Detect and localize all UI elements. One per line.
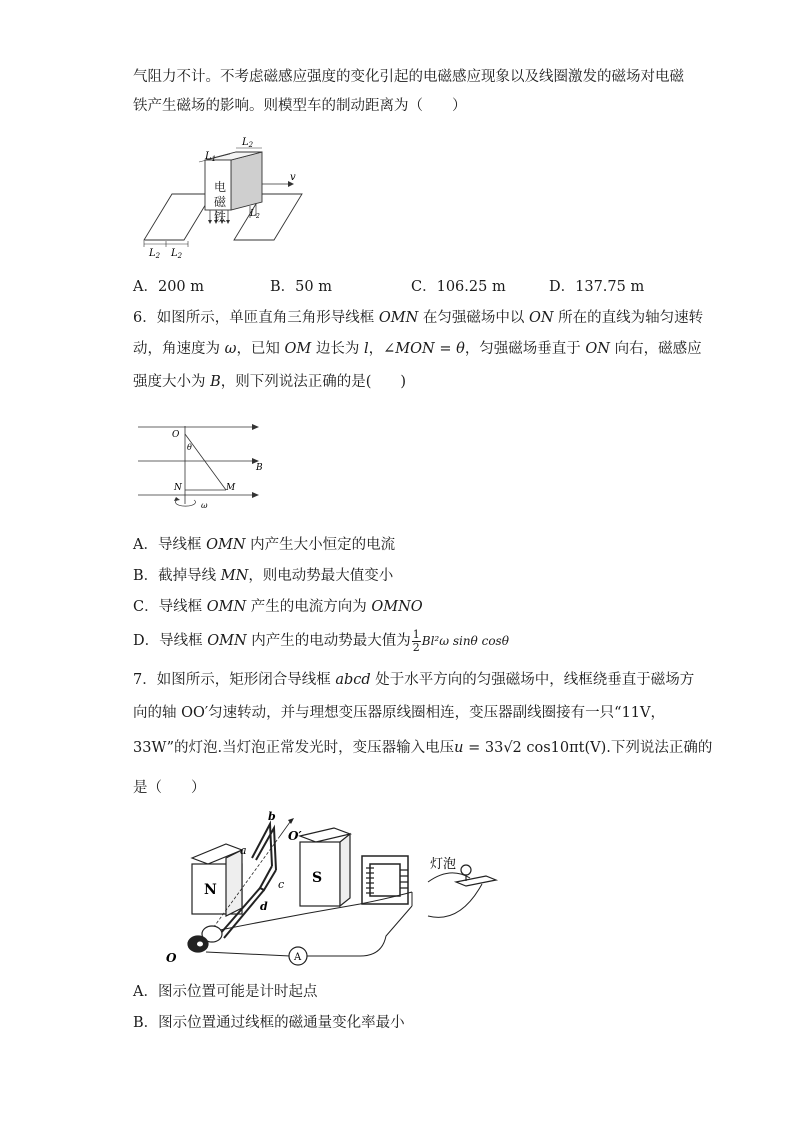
q7-b-label: b: [268, 810, 276, 823]
q6-O-label: O: [172, 430, 180, 440]
q7-generator-figure: [160, 806, 510, 970]
q5-L2-face-label: $L_2$: [250, 209, 260, 220]
q7-lamp-label: 灯泡: [430, 857, 457, 872]
q6-omega-label: ω: [201, 501, 208, 510]
q6-opt-text: C．导线框: [133, 599, 207, 615]
q6-text: ，已知: [236, 341, 285, 357]
q6-var: OMN: [206, 599, 247, 615]
q5-L2-top-label: $L_2$: [242, 137, 254, 149]
q5-electromagnet-label: [207, 180, 233, 225]
q6-opt-text: D．导线框: [133, 633, 208, 649]
q6-var: B: [210, 374, 221, 390]
q5-L2-bottom-label-2: $L_2$: [171, 248, 183, 260]
q6-text: 边长为: [311, 341, 364, 357]
q6-text-line-2: [133, 339, 702, 359]
q7-option-b[interactable]: B．图示位置通过线框的磁通量变化率最小: [133, 1015, 405, 1031]
q7-option-a[interactable]: A．图示位置可能是计时起点: [133, 984, 318, 1000]
q5-L1-label: $L_1$: [205, 151, 217, 163]
q5-v-label: v: [290, 172, 296, 183]
q7-text: 处于水平方向的匀强磁场中，线框绕垂直于磁场方: [370, 672, 695, 688]
q6-var: OM: [284, 341, 312, 357]
q5-option-b[interactable]: B．50 m: [270, 279, 332, 295]
q7-text-line-2: 向的轴 OO′匀速转动，并与理想变压器原线圈相连，变压器副线圈接有一只“11V，: [133, 705, 666, 721]
q5-label-char: 铁: [213, 210, 226, 224]
q5-option-c[interactable]: C．106.25 m: [411, 279, 506, 295]
q5-option-d[interactable]: D．137.75 m: [549, 279, 645, 295]
q6-text: 6．如图所示，单匝直角三角形导线框: [133, 310, 379, 326]
q6-text-line-3: [133, 372, 406, 392]
q6-triangle-figure: [136, 420, 276, 512]
q6-fraction: [412, 629, 421, 654]
q6-var: ON: [585, 341, 610, 357]
q7-text-line-3: [133, 738, 712, 758]
q7-text: 33W”的灯泡.当灯泡正常发光时，变压器输入电压: [133, 740, 455, 756]
q6-text: ，则下列说法正确的是( ): [220, 374, 407, 390]
q6-frac-num: 1: [412, 627, 420, 641]
q6-text: ，匀强磁场垂直于: [464, 341, 586, 357]
q7-N-pole: N: [204, 882, 217, 898]
q7-var: u: [454, 740, 464, 756]
q6-var: l: [364, 341, 369, 357]
q6-text-line-1: [133, 308, 703, 328]
q5-text-line-1: 气阻力不计。不考虑磁感应强度的变化引起的电磁感应现象以及线圈激发的磁场对电磁: [133, 69, 684, 85]
q6-emf-expression: Bl²ω sinθ cosθ: [421, 634, 509, 648]
q7-var: abcd: [335, 672, 371, 688]
q6-opt-text: B．截掉导线: [133, 568, 221, 584]
q6-text: 向右，磁感应: [610, 341, 702, 357]
q6-var: OMN: [378, 310, 419, 326]
q6-opt-text: A．导线框: [133, 537, 207, 553]
q6-text: 动，角速度为: [133, 341, 225, 357]
q6-var: ON: [528, 310, 554, 326]
q6-var: OMN: [207, 633, 247, 649]
q6-opt-text: 内产生的电动势最大值为: [246, 633, 411, 649]
q7-text-line-4: 是（ ）: [133, 780, 206, 796]
q7-text: = 33√2 cos10πt(V).下列说法正确的: [463, 740, 713, 756]
q6-option-a[interactable]: [133, 535, 395, 555]
q6-option-c[interactable]: [133, 597, 423, 617]
q6-option-b[interactable]: [133, 566, 393, 586]
q7-ammeter-label: A: [294, 952, 302, 963]
q6-opt-text: ，则电动势最大值变小: [248, 568, 394, 584]
q7-a-label: a: [240, 844, 247, 857]
q5-label-char: 磁: [213, 195, 226, 209]
q6-angle: ∠MON = θ: [383, 341, 465, 357]
q6-frac-den: 2: [412, 640, 420, 654]
q5-option-a[interactable]: A．200 m: [133, 279, 205, 295]
q7-O-label: O: [166, 951, 177, 965]
q6-M-label: M: [226, 483, 236, 493]
q6-opt-text: 内产生大小恒定的电流: [245, 537, 396, 553]
q6-var: ω: [224, 341, 237, 357]
q7-O-prime-label: O′: [288, 829, 302, 843]
q5-L2-bottom-label-1: $L_2$: [149, 248, 161, 260]
q6-text: ，: [368, 341, 384, 357]
q6-theta-label: θ: [187, 443, 192, 452]
q7-c-label: c: [278, 878, 285, 891]
q6-var: MN: [220, 568, 249, 584]
q6-B-label: B: [256, 463, 263, 473]
q5-text-line-2: 铁产生磁场的影响。则模型车的制动距离为（ ）: [133, 98, 467, 114]
q6-text: 在匀强磁场中以: [418, 310, 529, 326]
q6-opt-text: 产生的电流方向为: [246, 599, 372, 615]
q5-label-char: 电: [213, 180, 226, 194]
q6-option-d[interactable]: [133, 628, 509, 654]
q7-d-label: d: [260, 900, 268, 913]
q6-text: 强度大小为: [133, 374, 211, 390]
q6-text: 所在的直线为轴匀速转: [553, 310, 704, 326]
q6-var: OMN: [206, 537, 246, 553]
q6-var: OMNO: [371, 599, 423, 615]
q6-N-label: N: [174, 483, 182, 493]
q7-S-pole: S: [312, 870, 323, 886]
q7-text-line-1: [133, 670, 694, 690]
q7-text: 7．如图所示，矩形闭合导线框: [133, 672, 336, 688]
